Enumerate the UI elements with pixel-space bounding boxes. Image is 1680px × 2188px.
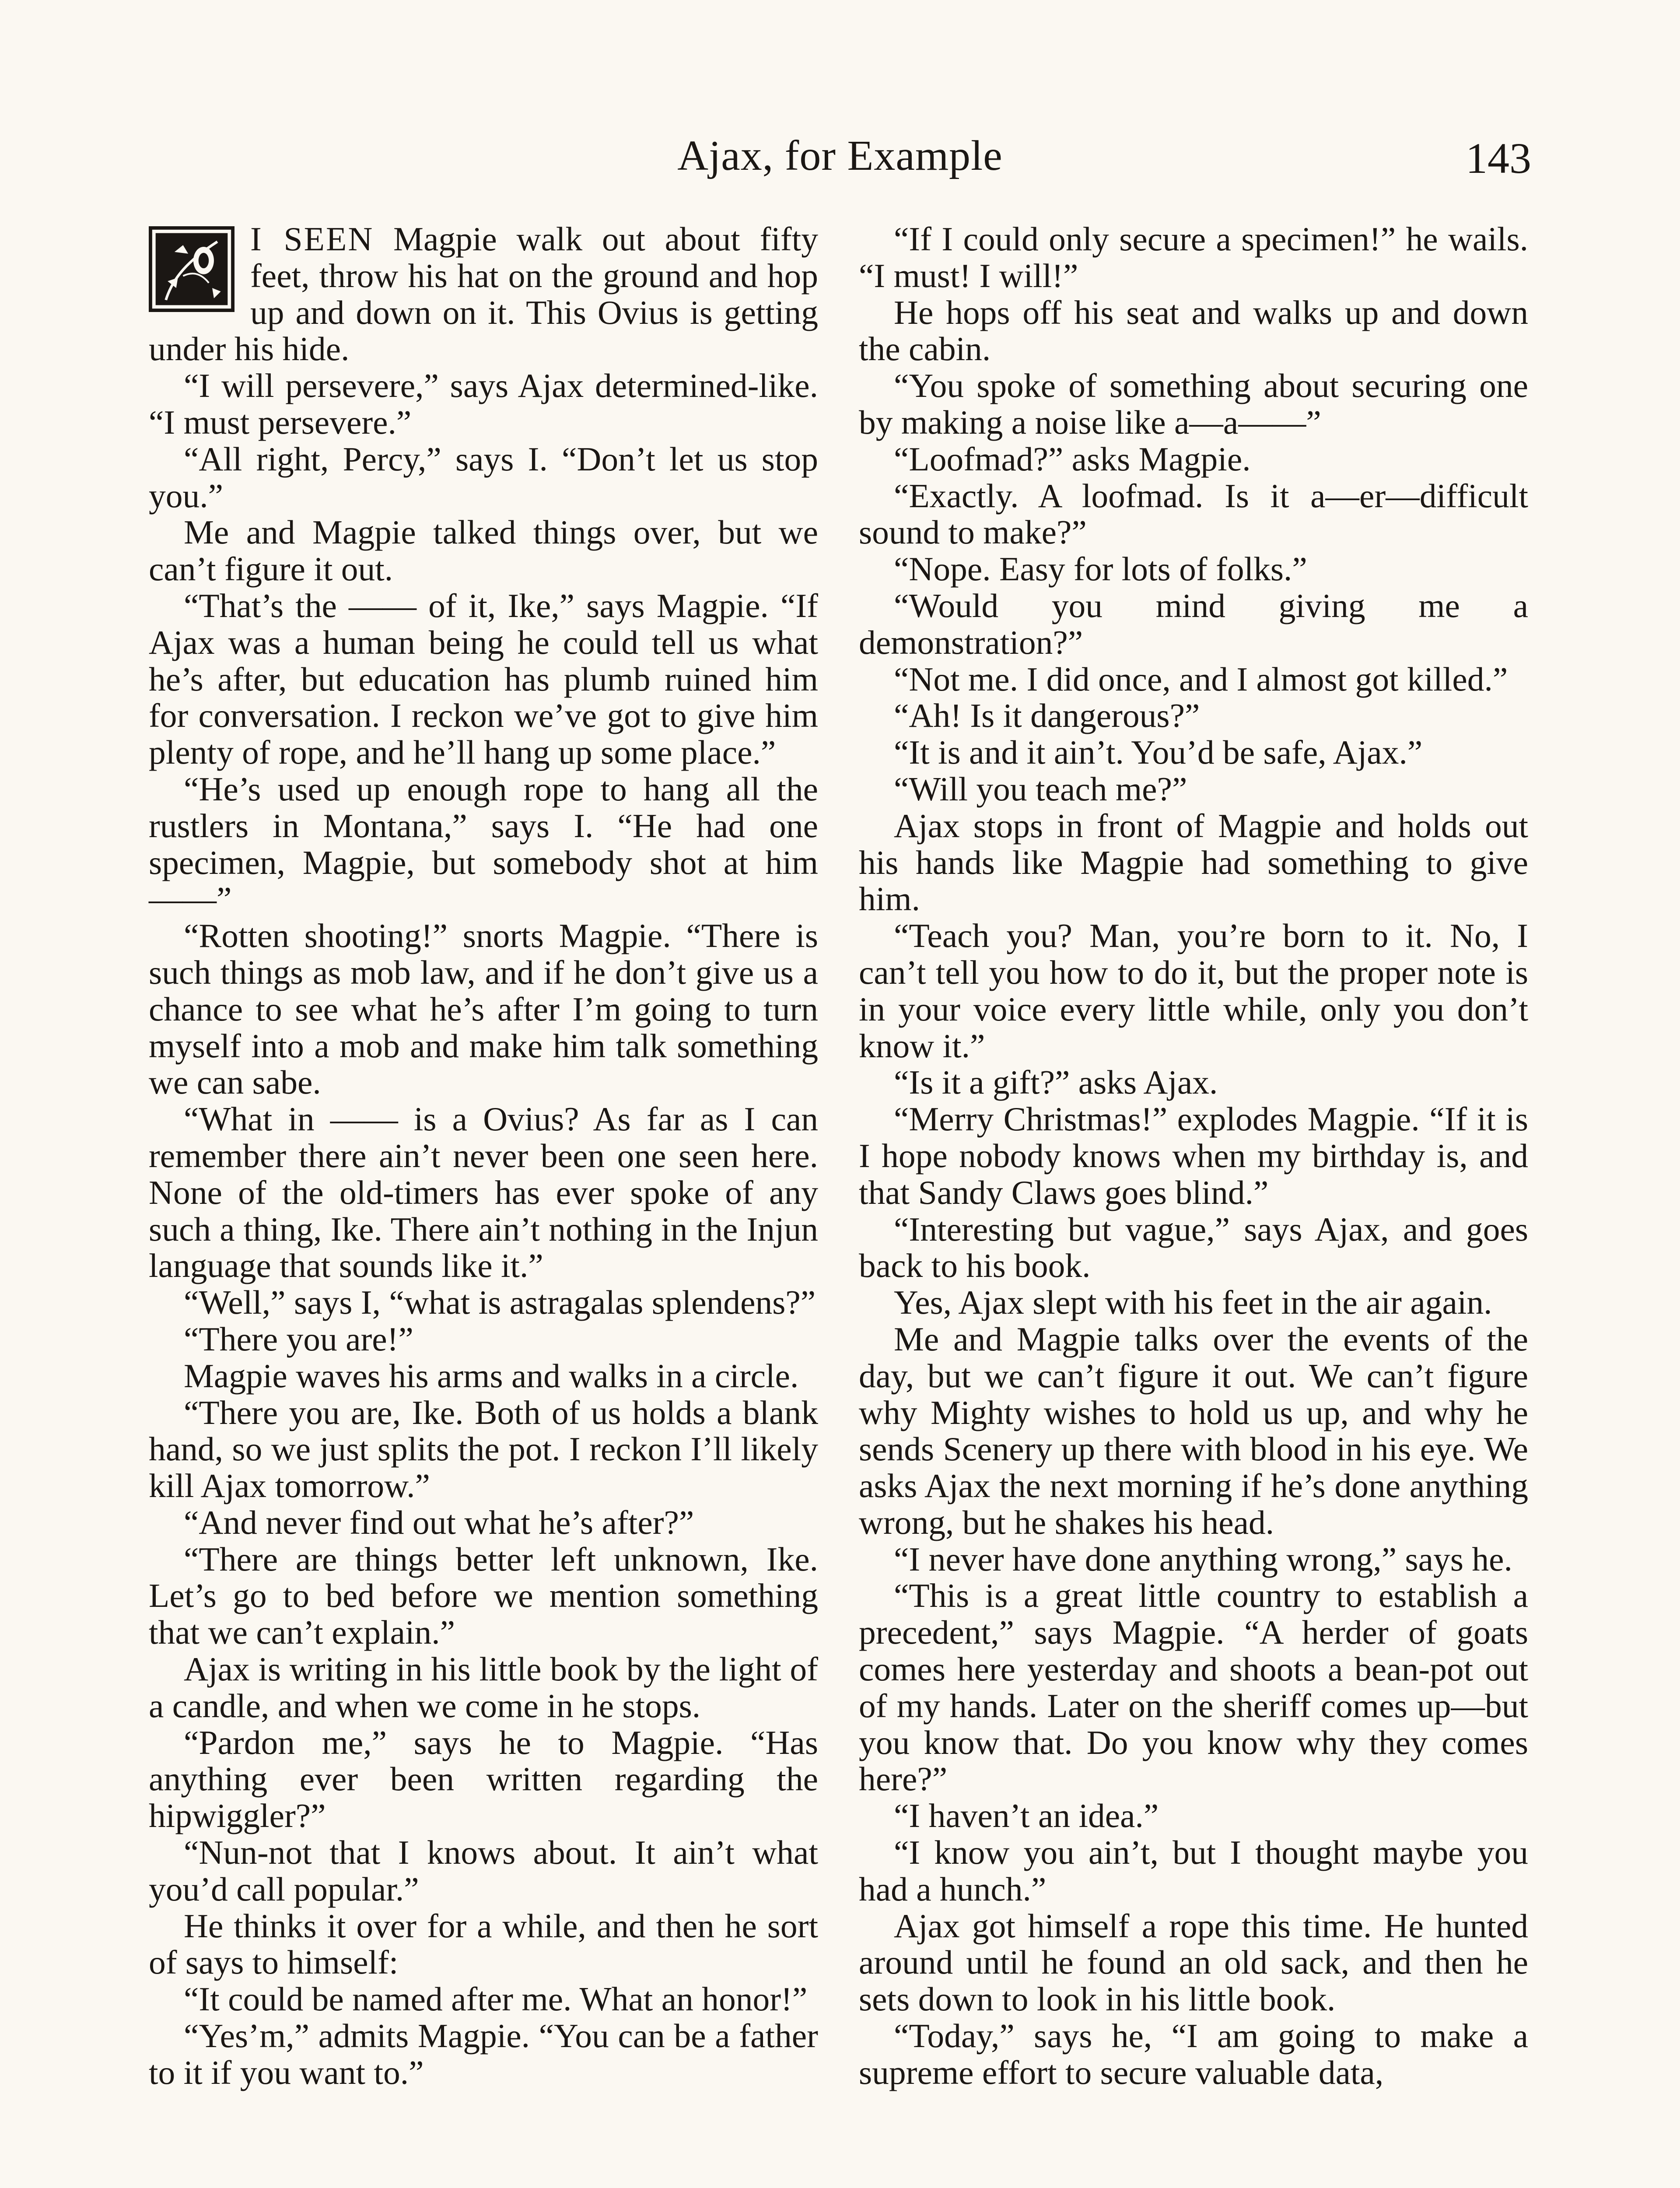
paragraph: “It is and it ain’t. You’d be safe, Ajax.” [894, 733, 1423, 771]
paragraph: “This is a great little country to establish a precedent,” says Magpie. “A herder of goats comes here yesterday and shoots a bean-pot out of my hands. Later on the sheriff comes up—but you know that. Do you know why they comes here?” [859, 1577, 1528, 1798]
paragraph: “What in —— is a Ovius? As far as I can remember there ain’t never been one seen here. None of the old-timers has ever spoke of any such a thing, Ike. There ain’t nothing in the Injun language that sounds like it.” [149, 1100, 818, 1285]
paragraph: “I will persevere,” says Ajax determined-like. “I must persevere.” [149, 367, 818, 441]
paragraph: “It could be named after me. What an honor!” [184, 1980, 808, 2018]
paragraph: “Yes’m,” admits Magpie. “You can be a father to it if you want to.” [149, 2017, 818, 2091]
right-paragraphs [859, 221, 1528, 2091]
paragraph: “Interesting but vague,” says Ajax, and goes back to his book. [859, 1210, 1528, 1285]
left-paragraphs [149, 368, 818, 2091]
paragraph: “Is it a gift?” asks Ajax. [894, 1063, 1218, 1101]
paragraph: Magpie waves his arms and walks in a circle. [184, 1357, 799, 1395]
paragraph: Ajax is writing in his little book by the light of a candle, and when we come in he stops. [149, 1650, 818, 1725]
paragraph: “Nope. Easy for lots of folks.” [894, 550, 1307, 588]
paragraph: “There are things better left unknown, Ike. Let’s go to bed before we mention something that we can’t explain.” [149, 1540, 818, 1652]
paragraph: “You spoke of something about securing one by making a noise like a—a——” [859, 367, 1528, 441]
paragraph: Ajax got himself a rope this time. He hunted around until he found an old sack, and then he sets down to look in his little book. [859, 1907, 1528, 2018]
text-column-left [149, 221, 818, 2188]
paragraph: “Rotten shooting!” snorts Magpie. “There is such things as mob law, and if he don’t give us a chance to see what he’s after I’m going to turn myself into a mob and make him talk something we can sabe. [149, 917, 818, 1101]
paragraph: “Well,” says I, “what is astragalas splendens?” [184, 1283, 816, 1322]
paragraph: “And never find out what he’s after?” [184, 1503, 694, 1541]
paragraph: “I haven’t an idea.” [894, 1797, 1159, 1835]
paragraph: “Merry Christmas!” explodes Magpie. “If it is I hope nobody knows when my birthday is, and that Sandy Claws goes blind.” [859, 1100, 1528, 1211]
paragraph: “Today,” says he, “I am going to make a supreme effort to secure valuable data, [859, 2017, 1528, 2091]
paragraph: Ajax stops in front of Magpie and holds out his hands like Magpie had something to give him. [859, 806, 1528, 918]
running-head [0, 131, 1680, 188]
paragraph-text: Magpie walk out about fifty feet, throw his hat on the ground and hop up and down on it. This Ovius is getting under his hide. [149, 220, 818, 368]
paragraph: “There you are!” [184, 1320, 413, 1358]
paragraph: “Will you teach me?” [894, 770, 1187, 808]
drop-lead-text: I SEEN [250, 220, 374, 258]
paragraph: “Ah! Is it dangerous?” [894, 697, 1200, 735]
paragraph: Me and Magpie talks over the events of the day, but we can’t figure it out. We can’t figure why Mighty wishes to hold us up, and why he sends Scenery up there with blood in his eye. We asks Ajax the next morning if he’s done anything wrong, but he shakes his head. [859, 1320, 1528, 1541]
text-column-right [859, 221, 1528, 2188]
paragraph: “Teach you? Man, you’re born to it. No, I can’t tell you how to do it, but the proper note is in your voice every little while, only you don’t know it.” [859, 917, 1528, 1065]
page-number: 143 [1466, 134, 1531, 182]
paragraph: “Would you mind giving me a demonstration?” [859, 586, 1528, 661]
paragraph: He hops off his seat and walks up and down the cabin. [859, 293, 1528, 368]
paragraph: He thinks it over for a while, and then he sort of says to himself: [149, 1907, 818, 1981]
page-title: Ajax, for Example [677, 132, 1003, 179]
paragraph: “Not me. I did once, and I almost got killed.” [894, 660, 1508, 698]
paragraph: “I know you ain’t, but I thought maybe you had a hunch.” [859, 1834, 1528, 1908]
paragraph: Yes, Ajax slept with his feet in the air again. [894, 1283, 1492, 1322]
paragraph: “That’s the —— of it, Ike,” says Magpie. “If Ajax was a human being he could tell us what he’s after, but education has plumb ruined him for conversation. I reckon we’ve got to give him plenty of rope, and he’ll hang up some place.” [149, 586, 818, 771]
paragraph: “Nun-not that I knows about. It ain’t what you’d call popular.” [149, 1834, 818, 1908]
paragraph: Me and Magpie talked things over, but we can’t figure it out. [149, 513, 818, 588]
paragraph: “Loofmad?” asks Magpie. [894, 440, 1251, 478]
ornamental-initial-icon [149, 226, 234, 312]
paragraph: “Exactly. A loofmad. Is it a—er—difficult sound to make?” [859, 477, 1528, 551]
paragraph: “There you are, Ike. Both of us holds a blank hand, so we just splits the pot. I reckon I’ll likely kill Ajax tomorrow.” [149, 1393, 818, 1505]
paragraph: “Pardon me,” says he to Magpie. “Has anything ever been written regarding the hipwiggler?” [149, 1723, 818, 1835]
paragraph: “He’s used up enough rope to hang all the rustlers in Montana,” says I. “He had one specimen, Magpie, but somebody shot at him——” [149, 770, 818, 918]
paragraph: “I never have done anything wrong,” says he. [894, 1540, 1512, 1578]
opening-paragraph [149, 221, 818, 368]
paragraph: “If I could only secure a specimen!” he wails. “I must! I will!” [859, 220, 1528, 295]
paragraph: “All right, Percy,” says I. “Don’t let us stop you.” [149, 440, 818, 515]
